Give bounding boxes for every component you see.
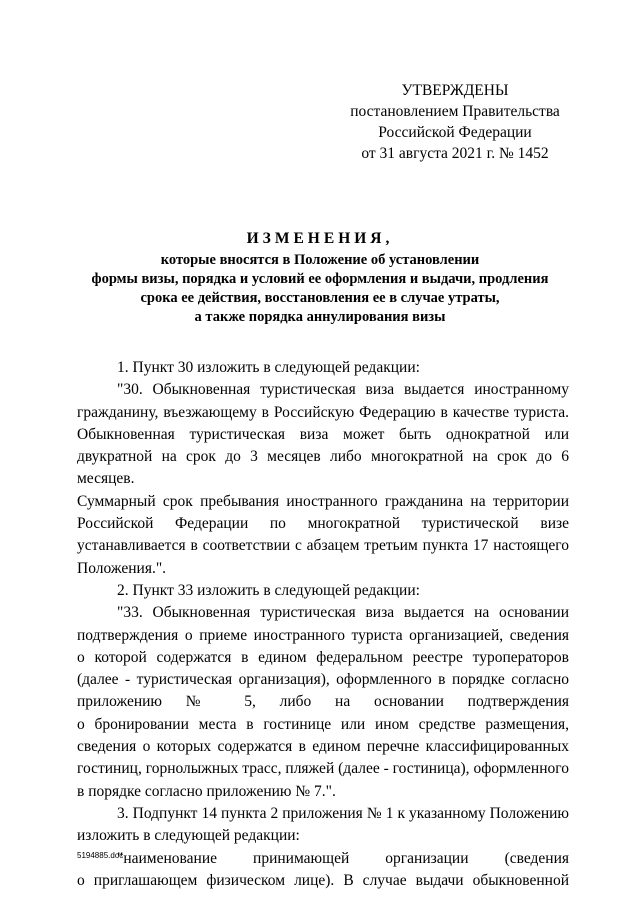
body-line: 2. Пункт 33 изложить в следующей редакции:: [117, 581, 420, 599]
body-line: "наименование принимающей организации (сведения: [117, 849, 569, 867]
body-line: 3. Подпункт 14 пункта 2 приложения № 1 к указанному Положению: [117, 804, 569, 822]
body-line: в порядке согласно приложению № 7.".: [77, 782, 336, 800]
approval-line-2: Российской Федерации: [378, 124, 532, 141]
subtitle-line: формы визы, порядка и условий ее оформления и выдачи, продления: [91, 271, 549, 287]
file-reference: 5194885.doc: [77, 851, 124, 860]
body-line: Положения.".: [77, 559, 167, 577]
body-line: "33. Обыкновенная туристическая виза выдается на основании: [117, 604, 569, 622]
body-line: Российской Федерации по многократной туристической визе: [77, 515, 569, 533]
subtitle-line: а также порядка аннулирования визы: [194, 309, 446, 325]
approval-line-1: постановлением Правительства: [350, 103, 560, 120]
body-line: "30. Обыкновенная туристическая виза выдается иностранному: [117, 381, 569, 399]
document-title: ИЗМЕНЕНИЯ,: [246, 230, 394, 247]
body-line: Суммарный срок пребывания иностранного гражданина на территории: [77, 492, 569, 510]
document-subtitle: [60, 251, 580, 327]
body-line: подтверждения о приеме иностранного туриста организацией, сведения: [77, 626, 569, 644]
approval-block: [330, 80, 580, 164]
body-line: о приглашающем физическом лице). В случае выдачи обыкновенной: [77, 871, 569, 889]
body-line: 1. Пункт 30 изложить в следующей редакции:: [117, 359, 420, 376]
body-line: изложить в следующей редакции:: [77, 827, 300, 845]
body-line: приложению № 5, либо на основании подтверждения: [77, 693, 569, 711]
body-line: гражданину, въезжающему в Российскую Федерацию в качестве туриста.: [77, 403, 569, 421]
body-line: (далее - туристическая организация), оформленного в порядке согласно: [77, 671, 569, 689]
body-line: сведения о которых содержатся в едином перечне классифицированных: [77, 738, 569, 756]
body-line: двукратной на срок до 3 месяцев либо многократной на срок до 6 месяцев.: [77, 448, 569, 488]
approval-line-3: от 31 августа 2021 г. № 1452: [361, 145, 549, 162]
approval-heading: УТВЕРЖДЕНЫ: [401, 82, 509, 99]
body-line: устанавливается в соответствии с абзацем третьим пункта 17 настоящего: [77, 537, 569, 555]
subtitle-line: срока ее действия, восстановления ее в случае утраты,: [140, 290, 500, 306]
body-line: о которой содержатся в едином федеральном реестре туроператоров: [77, 648, 569, 666]
body-line: гостиниц, горнолыжных трасс, пляжей (далее - гостиница), оформленного: [77, 760, 569, 778]
body-line: Обыкновенная туристическая виза может быть однократной или: [77, 425, 569, 443]
document-body: [77, 357, 569, 892]
body-line: о бронировании места в гостинице или ином средстве размещения,: [77, 715, 569, 733]
subtitle-line: которые вносятся в Положение об установлении: [160, 252, 480, 268]
